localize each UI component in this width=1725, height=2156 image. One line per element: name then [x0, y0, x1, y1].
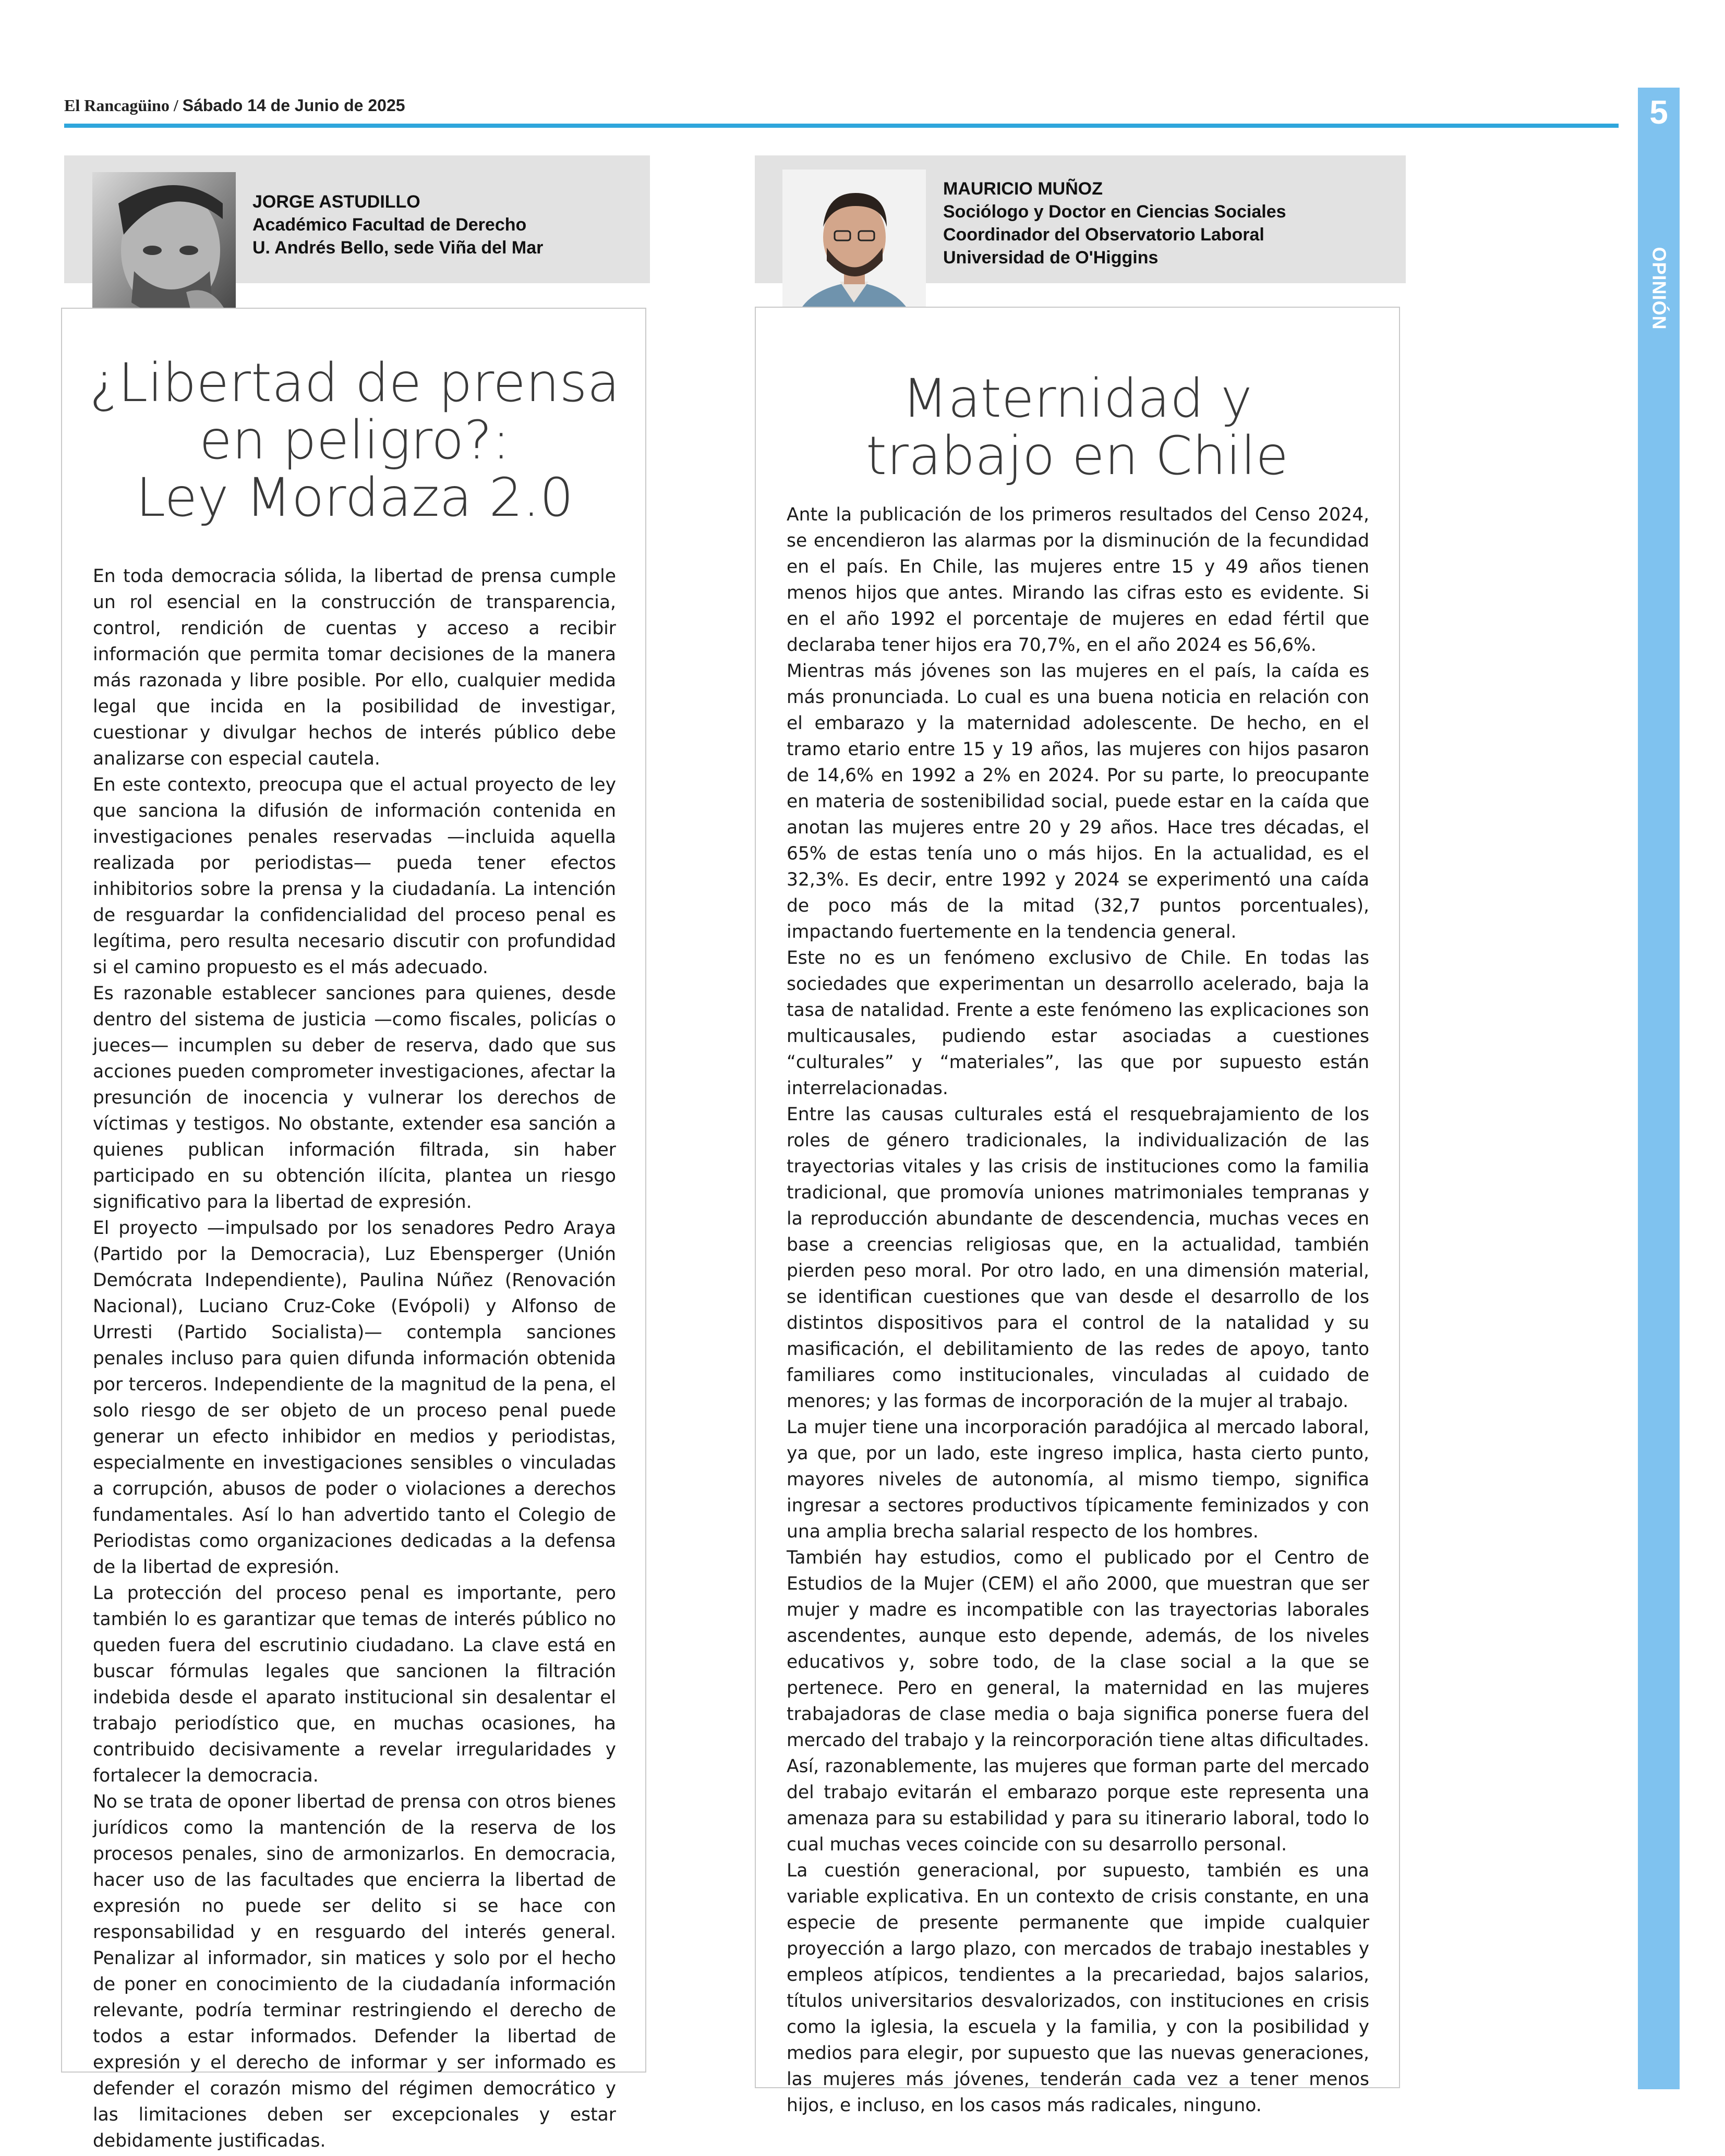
paragraph: Ante la publicación de los primeros resultados del Censo 2024, se encendieron las alarmas por la disminución de la fecundidad en el país. En Chile, las mujeres entre 15 y 49 años tienen menos hijos que antes. Mirando las cifras esto es evidente. Si en el año 1992 el porcentaje de mujeres en edad fértil que declaraba tener hijos era 70,7%, en el año 2024 es 56,6%. [787, 504, 1369, 656]
article-body-maternidad [787, 502, 1369, 2118]
header-rule [64, 124, 1619, 128]
title-line: en peligro?: [199, 409, 510, 471]
author-role: Académico Facultad de Derecho [252, 215, 527, 235]
paragraph: En toda democracia sólida, la libertad de prensa cumple un rol esencial en la construcción de transparencia, control, rendición de cuentas y acceso a recibir información que permita tomar decisiones de la manera más razonada y libre posible. Por ello, cualquier medida legal que incida en la posibilidad de investigar, cuestionar y divulgar hechos de interés público debe analizarse con especial cautela. [93, 566, 616, 769]
title-line: Ley Mordaza 2.0 [136, 467, 574, 529]
title-line: Maternidad y [902, 368, 1252, 430]
paragraph: No se trata de oponer libertad de prensa con otros bienes jurídicos como la mantención de la reserva de los procesos penales, sino de armonizarlos. En democracia, hacer uso de las facultades que encierra la libertad de expresión no puede ser delito si se hace con responsabilidad y en resguardo del interés general. Penalizar al informador, sin matices y solo por el hecho de poner en conocimiento de la ciudadanía información relevante, podría terminar restringiendo el derecho de todos a estar informados. Defender la libertad de expresión y el derecho de informar y ser informado es defender el corazón mismo del régimen democrático y las limitaciones deben ser excepcionales y estar debidamente justificadas. [93, 1791, 616, 2151]
author-role: Sociólogo y Doctor en Ciencias Sociales [943, 202, 1286, 222]
author-name: MAURICIO MUÑOZ [943, 179, 1103, 199]
section-sidebar [1638, 88, 1680, 2089]
article-title-maternidad [772, 370, 1382, 485]
masthead [64, 96, 405, 115]
title-line: ¿Libertad de prensa [89, 352, 620, 414]
paragraph: En este contexto, preocupa que el actual proyecto de ley que sanciona la difusión de información contenida en investigaciones penales reservadas —incluida aquella realizada por periodistas— pueda tener efectos inhibitorios sobre la prensa y la ciudadanía. La intención de resguardar la confidencialidad del proceso penal es legítima, pero resulta necesario discutir con profundidad si el camino propuesto es el más adecuado. [93, 774, 616, 978]
author-affiliation: Universidad de O'Higgins [943, 248, 1159, 268]
paragraph: La cuestión generacional, por supuesto, también es una variable explicativa. En un contexto de crisis constante, en una especie de presente permanente que impide cualquier proyección a largo plazo, con mercados de trabajo inestables y empleos atípicos, tendientes a la precariedad, bajos salarios, títulos universitarios desvalorizados, con instituciones en crisis como la iglesia, la escuela y la familia, y con la posibilidad y medios para elegir, por supuesto que las nuevas generaciones, las mujeres más jóvenes, tenderán cada vez a tener menos hijos, e incluso, en los casos más radicales, ninguno. [787, 1860, 1369, 2116]
article-body-libertad [93, 563, 616, 2154]
paragraph: Mientras más jóvenes son las mujeres en el país, la caída es más pronunciada. Lo cual es una buena noticia en relación con el embarazo y la maternidad adolescente. De hecho, en el tramo etario entre 15 y 19 años, las mujeres con hijos pasaron de 14,6% en 1992 a 2% en 2024. Por su parte, lo preocupante en materia de sostenibilidad social, puede estar en la caída que anotan las mujeres entre 20 y 29 años. Hace tres décadas, el 65% de estas tenía uno o más hijos. En la actualidad, es el 32,3%. Es decir, entre 1992 y 2024 se experimentó una caída de poco más de la mitad (32,7 puntos porcentuales), impactando fuertemente en la tendencia general. [787, 661, 1369, 942]
article-title-libertad [78, 352, 631, 529]
paragraph: El proyecto —impulsado por los senadores Pedro Araya (Partido por la Democracia), Luz Ebensperger (Unión Demócrata Independiente), Paulina Núñez (Renovación Nacional), Luciano Cruz-Coke (Evópoli) y Alfonso de Urresti (Partido Socialista)— contempla sanciones penales incluso para quien difunda información obtenida por terceros. Independiente de la magnitud de la pena, el solo riesgo de ser objeto de un proceso penal puede generar un efecto inhibidor en medios y periodistas, especialmente en investigaciones sensibles o vinculadas a corrupción, abusos de poder o violaciones a derechos fundamentales. Así lo han advertido tanto el Colegio de Periodistas como organizaciones dedicadas a la defensa de la libertad de expresión. [93, 1218, 616, 1578]
paragraph: También hay estudios, como el publicado por el Centro de Estudios de la Mujer (CEM) el año 2000, que muestran que ser mujer y madre es incompatible con las trayectorias laborales ascendentes, aunque esto depende, además, de los niveles educativos y, sobre todo, de la clase social a la que se pertenece. Pero en general, la maternidad en las mujeres trabajadoras de clase media o baja significa ponerse fuera del mercado del trabajo y la reincorporación tiene altas dificultades. Así, razonablemente, las mujeres que forman parte del mercado del trabajo evitarán el embarazo porque este representa una amenaza para su estabilidad y para su itinerario laboral, todo lo cual muchas veces coincide con su desarrollo personal. [787, 1547, 1369, 1855]
paragraph: La mujer tiene una incorporación paradójica al mercado laboral, ya que, por un lado, este ingreso implica, hasta cierto punto, mayores niveles de autonomía, al mismo tiempo, significa ingresar a sectores productivos típicamente feminizados y con una amplia brecha salarial respecto de los hombres. [787, 1417, 1369, 1542]
paragraph: Entre las causas culturales está el resquebrajamiento de los roles de género tradicionales, la individualización de las trayectorias vitales y las crisis de instituciones como la familia tradicional, que promovía uniones matrimoniales tempranas y la reproducción abundante de descendencia, muchas veces en base a creencias religiosas que, en la actualidad, también pierden peso moral. Por otro lado, en una dimensión material, se identifican cuestiones que van desde el desarrollo de los distintos dispositivos para el control de la natalidad y su masificación, el debilitamiento de las redes de apoyo, tanto familiares como institucionales, vinculadas al cuidado de menores; y las formas de incorporación de la mujer al trabajo. [787, 1104, 1369, 1412]
page-number: 5 [1649, 93, 1668, 131]
author-affiliation: U. Andrés Bello, sede Viña del Mar [252, 238, 544, 258]
paragraph: Este no es un fenómeno exclusivo de Chile. En todas las sociedades que experimentan un desarrollo acelerado, baja la tasa de natalidad. Frente a este fenómeno las explicaciones son multicausales, pudiendo estar asociadas a cuestiones “culturales” y “materiales”, las que por supuesto están interrelacionadas. [787, 948, 1369, 1099]
paragraph: La protección del proceso penal es importante, pero también lo es garantizar que temas de interés público no queden fuera del escrutinio ciudadano. La clave está en buscar fórmulas legales que sancionen la filtración indebida desde el aparato institucional sin desalentar el trabajo periodístico que, en muchas ocasiones, ha contribuido decisivamente a revelar irregularidades y fortalecer la democracia. [93, 1583, 616, 1786]
author-name: JORGE ASTUDILLO [252, 192, 420, 212]
title-line: trabajo en Chile [866, 425, 1288, 487]
section-label: OPINIÓN [1648, 247, 1670, 330]
paragraph: Es razonable establecer sanciones para quienes, desde dentro del sistema de justicia —como fiscales, policías o jueces— incumplen su deber de reserva, dado que sus acciones pueden comprometer investigaciones, afectar la presunción de inocencia y vulnerar los derechos de víctimas y testigos. No obstante, extender esa sanción a quienes publican información filtrada, sin haber participado en su obtención ilícita, plantea un riesgo significativo para la libertad de expresión. [93, 983, 616, 1213]
author-credit-munoz [943, 177, 1397, 269]
newspaper-name: El Rancagüino / [64, 96, 178, 115]
author-credit-astudillo [252, 190, 638, 259]
publication-date: Sábado 14 de Junio de 2025 [182, 96, 405, 115]
author-position: Coordinador del Observatorio Laboral [943, 225, 1264, 245]
